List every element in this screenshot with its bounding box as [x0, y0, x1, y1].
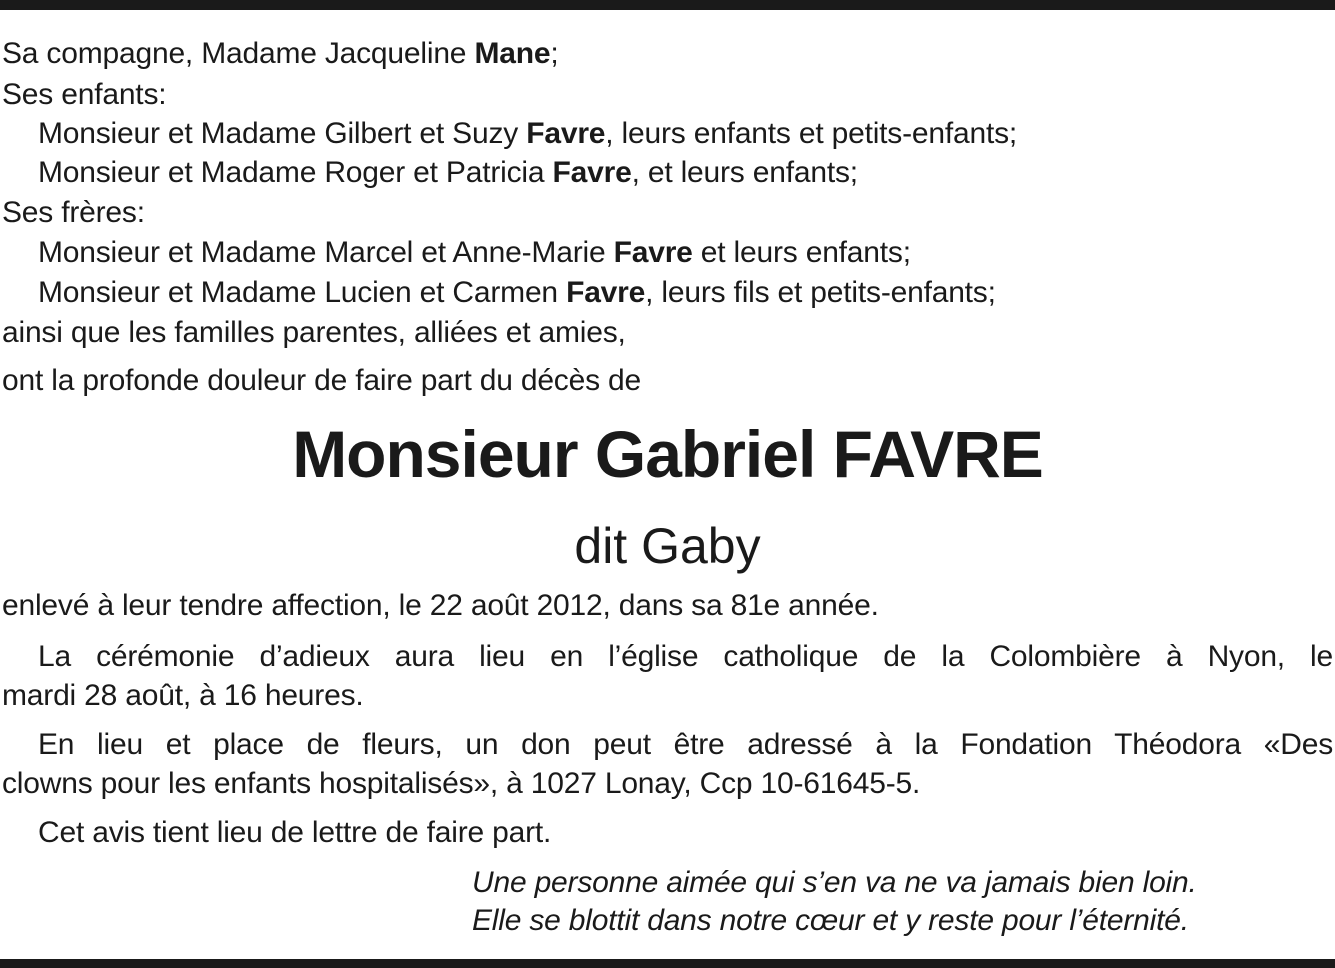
- death-line: enlevé à leur tendre affection, le 22 août 2012, dans sa 81e année.: [2, 589, 879, 622]
- poem-line-2: Elle se blottit dans notre cœur et y reste pour l’éternité.: [472, 904, 1189, 937]
- brother-line-2: Monsieur et Madame Lucien et Carmen Favre, leurs fils et petits-enfants;: [38, 276, 996, 309]
- surname: Mane: [474, 37, 551, 70]
- families-line: ainsi que les familles parentes, alliées et amies,: [2, 316, 626, 349]
- child-line-1: Monsieur et Madame Gilbert et Suzy Favre, leurs enfants et petits-enfants;: [38, 117, 1018, 150]
- brothers-heading: Ses frères:: [2, 196, 145, 229]
- surname: Favre: [613, 236, 693, 269]
- surname: Favre: [526, 117, 606, 150]
- children-heading: Ses enfants:: [2, 78, 167, 111]
- surname: Favre: [552, 156, 632, 189]
- donation-line-2: clowns pour les enfants hospitalisés», à 1027 Lonay, Ccp 10-61645-5.: [2, 767, 921, 800]
- deceased-nickname: dit Gaby: [574, 518, 761, 574]
- child-line-2: Monsieur et Madame Roger et Patricia Favre, et leurs enfants;: [38, 156, 858, 189]
- ceremony-line-1: La cérémonie d’adieux aura lieu en l’église catholique de la Colombière à Nyon, le: [38, 640, 1333, 673]
- top-rule: [0, 0, 1335, 10]
- surname: Favre: [566, 276, 646, 309]
- deceased-name: Monsieur Gabriel FAVRE: [292, 417, 1043, 491]
- brother-line-1: Monsieur et Madame Marcel et Anne-Marie Favre et leurs enfants;: [38, 236, 911, 269]
- announcement-line: ont la profonde douleur de faire part du décès de: [2, 364, 641, 397]
- notice-line: Cet avis tient lieu de lettre de faire part.: [38, 816, 552, 849]
- bottom-rule: [0, 959, 1335, 968]
- poem-line-1: Une personne aimée qui s’en va ne va jamais bien loin.: [472, 866, 1197, 899]
- companion-line: Sa compagne, Madame Jacqueline Mane;: [2, 37, 559, 70]
- donation-line-1: En lieu et place de fleurs, un don peut être adressé à la Fondation Théodora «Des: [38, 728, 1333, 761]
- ceremony-line-2: mardi 28 août, à 16 heures.: [2, 679, 364, 712]
